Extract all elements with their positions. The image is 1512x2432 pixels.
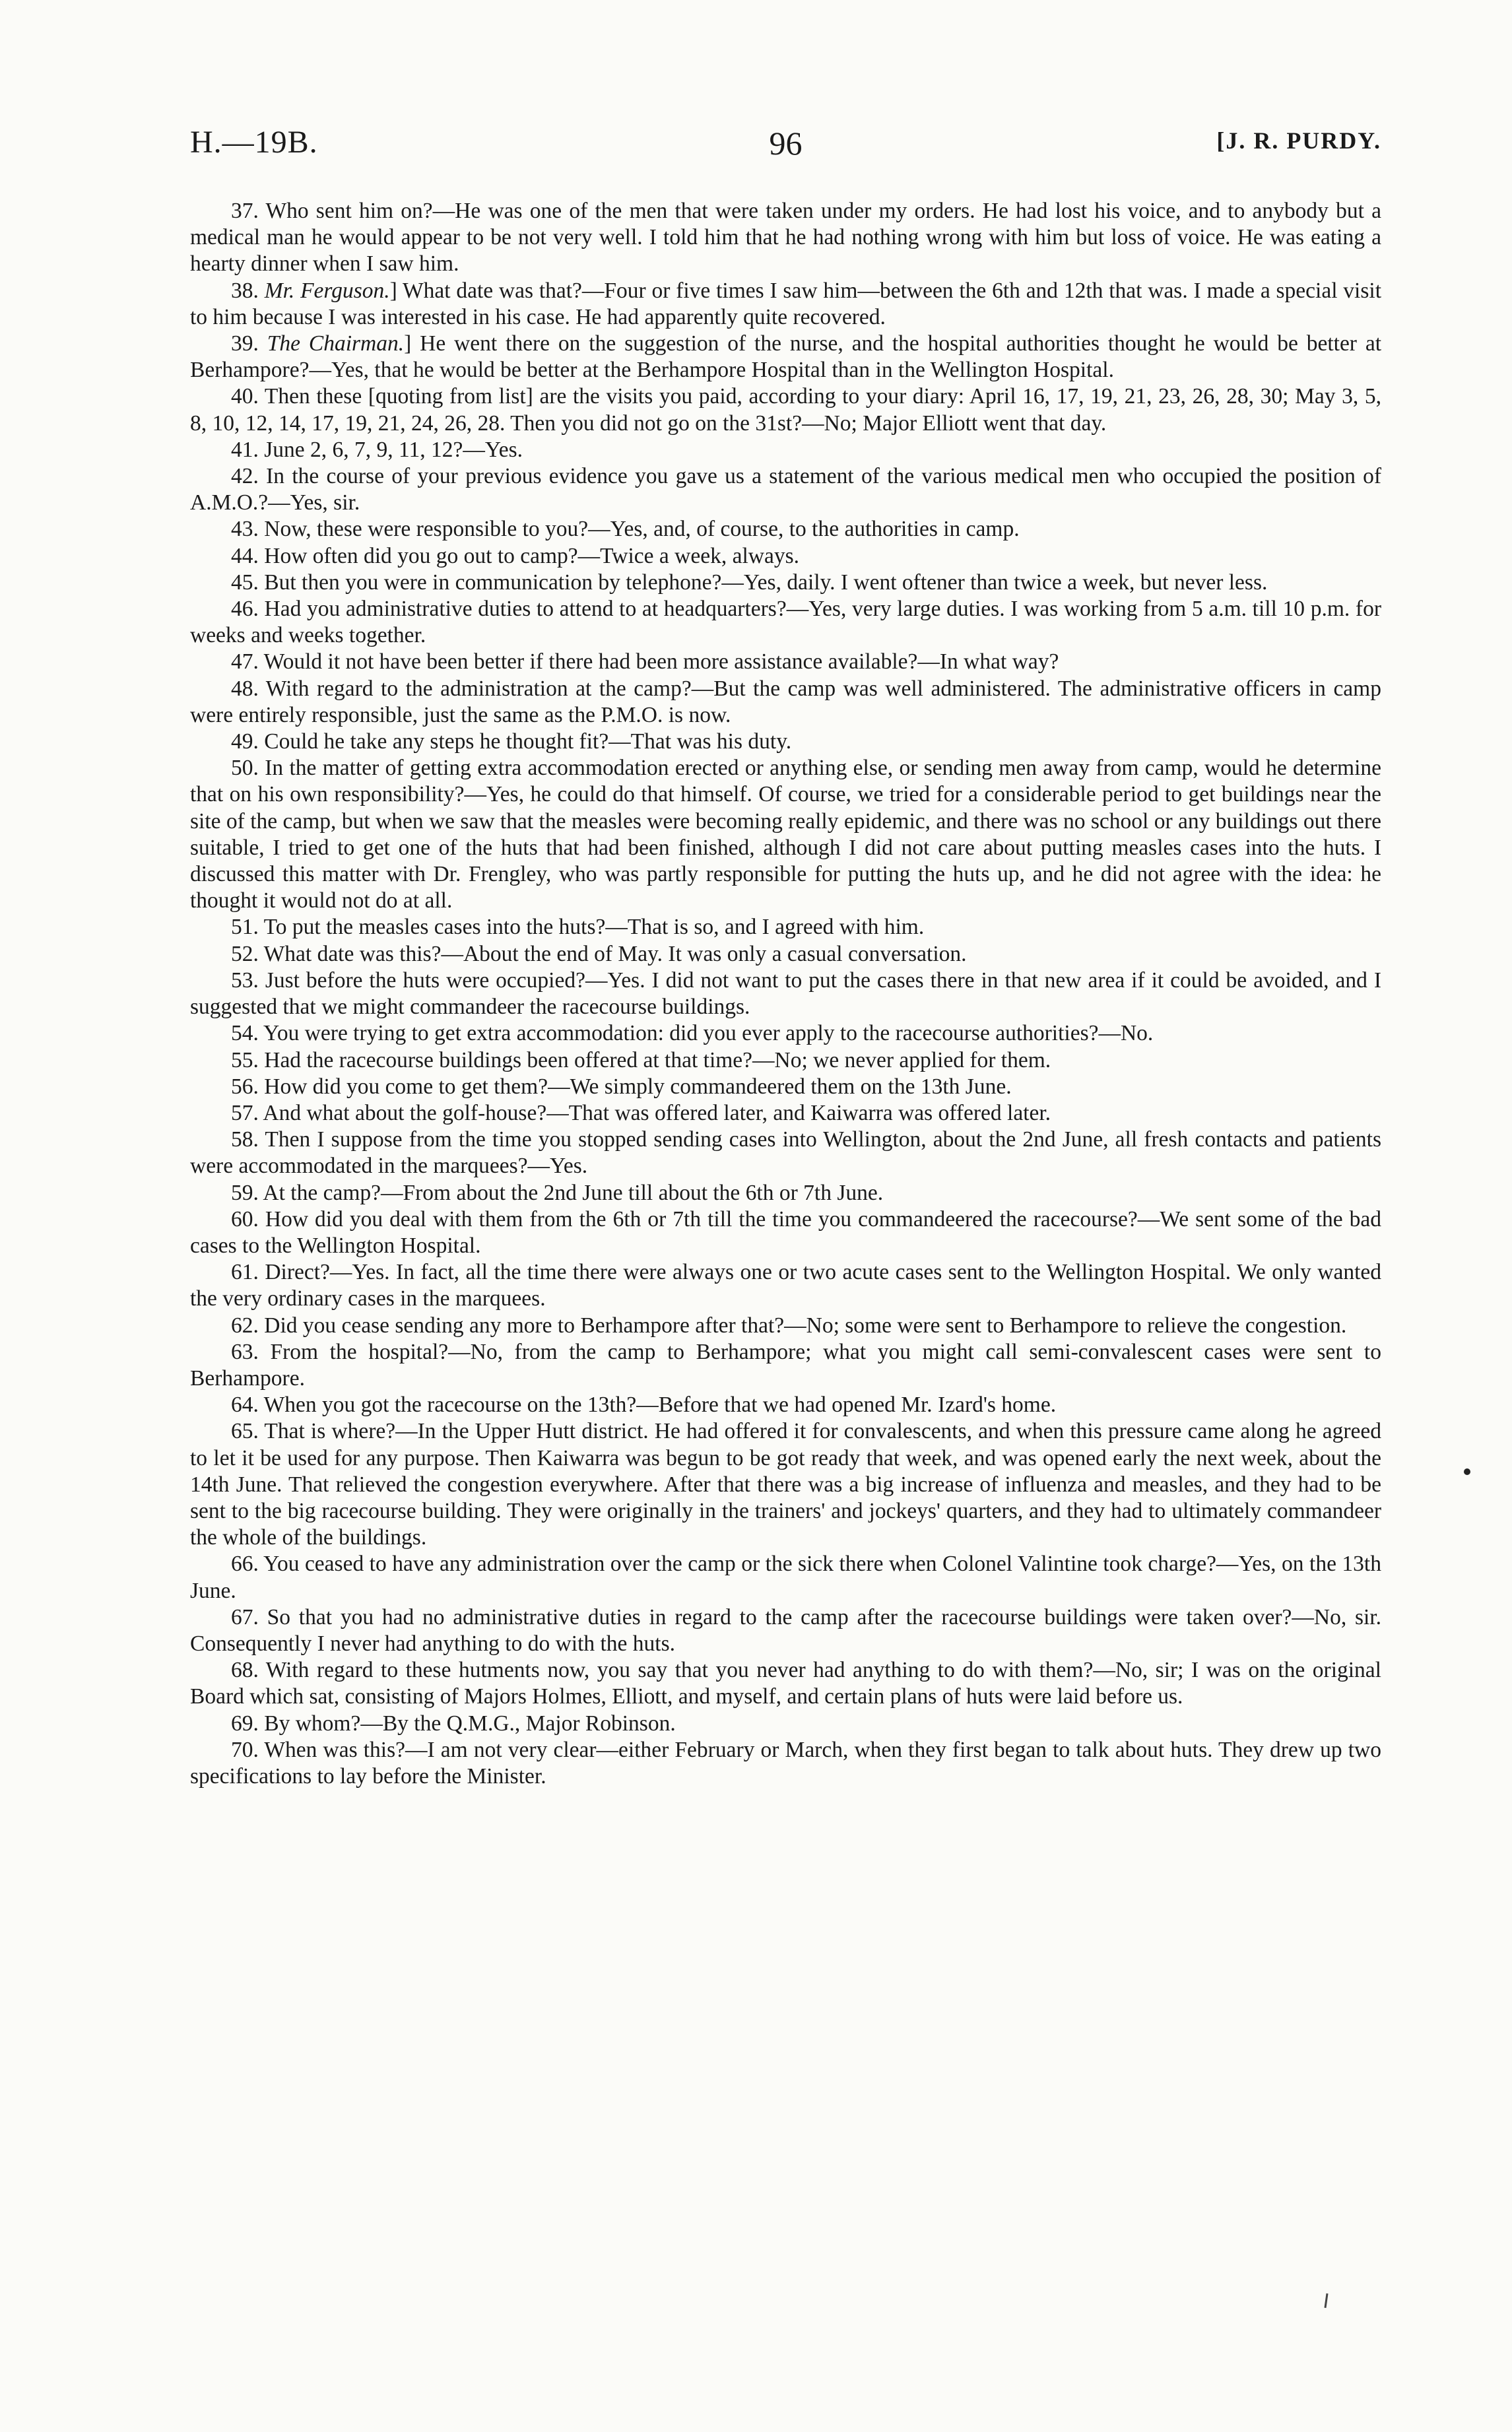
- speaker-name: The Chairman.: [267, 331, 405, 356]
- testimony-paragraph: [190, 331, 1381, 383]
- testimony-paragraph: 54. You were trying to get extra accommodation: did you ever apply to the racecourse authorities?—No.: [231, 1021, 1154, 1046]
- testimony-paragraph: 53. Just before the huts were occupied?—Yes. I did not want to put the cases there in that new area if it could be avoided, and I suggested that we might commandeer the racecourse buildings.: [190, 968, 1381, 1020]
- testimony-paragraph: 44. How often did you go out to camp?—Twice a week, always.: [231, 543, 799, 568]
- testimony-paragraph: 47. Would it not have been better if there had been more assistance available?—In what way?: [231, 649, 1059, 674]
- testimony-paragraph: 68. With regard to these hutments now, you say that you never had anything to do with them?—No, sir; I was on the original Board which sat, consisting of Majors Holmes, Elliott, and myself, and certain plans of huts were laid before us.: [190, 1658, 1381, 1709]
- margin-dot: [1464, 1468, 1470, 1475]
- testimony-paragraph: 58. Then I suppose from the time you stopped sending cases into Wellington, about the 2nd June, all fresh contacts and patients were accommodated in the marquees?—Yes.: [190, 1127, 1381, 1179]
- testimony-paragraph: 59. At the camp?—From about the 2nd June till about the 6th or 7th June.: [231, 1180, 884, 1205]
- testimony-paragraph: 70. When was this?—I am not very clear—either February or March, when they first began to talk about huts. They drew up two specifications to lay before the Minister.: [190, 1737, 1381, 1789]
- page-number: 96: [769, 125, 803, 162]
- testimony-paragraph: 43. Now, these were responsible to you?—Yes, and, of course, to the authorities in camp.: [231, 517, 1020, 542]
- testimony-paragraph: 63. From the hospital?—No, from the camp to Berhampore; what you might call semi-convalescent cases were sent to Berhampore.: [190, 1339, 1381, 1391]
- testimony-body: [190, 198, 1381, 1790]
- testimony-paragraph: 66. You ceased to have any administration over the camp or the sick there when Colonel Valintine took charge?—Yes, on the 13th June.: [190, 1552, 1381, 1603]
- page-header: [190, 124, 1381, 177]
- testimony-paragraph: 40. Then these [quoting from list] are the visits you paid, according to your diary: April 16, 17, 19, 21, 23, 26, 28, 30; May 3, 5, 8, 10, 12, 14, 17, 19, 21, 24, 26, 28. Then you did not go on the 31st?—No; Major Elliott went that day.: [190, 384, 1381, 436]
- stray-pen-mark: [1324, 2293, 1328, 2308]
- testimony-paragraph: 42. In the course of your previous evidence you gave us a statement of the various medical men who occupied the position of A.M.O.?—Yes, sir.: [190, 464, 1381, 515]
- testimony-paragraph: 46. Had you administrative duties to attend to at headquarters?—Yes, very large duties. I was working from 5 a.m. till 10 p.m. for weeks and weeks together.: [190, 597, 1381, 648]
- testimony-paragraph: 55. Had the racecourse buildings been offered at that time?—No; we never applied for them.: [231, 1047, 1051, 1072]
- question-number: 39.: [231, 331, 267, 356]
- testimony-paragraph: 67. So that you had no administrative duties in regard to the camp after the racecourse buildings were taken over?—No, sir. Consequently I never had anything to do with the huts.: [190, 1604, 1381, 1656]
- testimony-paragraph: [190, 278, 1381, 331]
- testimony-paragraph: 56. How did you come to get them?—We simply commandeered them on the 13th June.: [231, 1074, 1012, 1099]
- testimony-paragraph: 62. Did you cease sending any more to Berhampore after that?—No; some were sent to Berhampore to relieve the congestion.: [231, 1313, 1347, 1338]
- document-reference: H.—19B.: [190, 125, 318, 160]
- testimony-paragraph: 41. June 2, 6, 7, 9, 11, 12?—Yes.: [231, 437, 523, 462]
- testimony-paragraph: 64. When you got the racecourse on the 13th?—Before that we had opened Mr. Izard's home.: [231, 1393, 1057, 1418]
- paragraph-text: ] What date was that?—Four or five times I saw him—between the 6th and 12th that was. I made a special visit to him because I was interested in his case. He had apparently quite recovered.: [190, 278, 1382, 329]
- testimony-paragraph: 61. Direct?—Yes. In fact, all the time there were always one or two acute cases sent to the Wellington Hospital. We only wanted the very ordinary cases in the marquees.: [190, 1260, 1381, 1311]
- testimony-paragraph: 48. With regard to the administration at the camp?—But the camp was well administered. The administrative officers in camp were entirely responsible, just the same as the P.M.O. is now.: [190, 676, 1381, 727]
- testimony-paragraph: 65. That is where?—In the Upper Hutt district. He had offered it for convalescents, and when this pressure came along he agreed to let it be used for any purpose. Then Kaiwarra was begun to be got ready that week, and was opened early the next week, about the 14th June. That relieved the congestion everywhere. After that there was a big increase of influenza and measles, and they had to be sent to the big racecourse building. They were originally in the trainers' and jockeys' quarters, and they had to ultimately commandeer the whole of the buildings.: [190, 1419, 1381, 1550]
- testimony-paragraph: 57. And what about the golf-house?—That was offered later, and Kaiwarra was offered later.: [231, 1100, 1051, 1125]
- testimony-paragraph: 49. Could he take any steps he thought fit?—That was his duty.: [231, 729, 792, 754]
- paragraph-text: ] He went there on the suggestion of the nurse, and the hospital authorities thought he would be better at Berhampore?—Yes, that he would be better at the Berhampore Hospital than in the Wellington Hospital.: [190, 331, 1382, 383]
- testimony-paragraph: 45. But then you were in communication by telephone?—Yes, daily. I went oftener than twice a week, but never less.: [231, 570, 1268, 595]
- testimony-paragraph: 69. By whom?—By the Q.M.G., Major Robinson.: [231, 1711, 676, 1736]
- testimony-paragraph: 50. In the matter of getting extra accommodation erected or anything else, or sending men away from camp, would he determine that on his own responsibility?—Yes, he could do that himself. Of course, we tried for a considerable period to get buildings near the site of the camp, but when we saw that the measles were becoming really epidemic, and there was no school or any buildings out there suitable, I tried to get one of the huts that had been finished, although I did not care about putting measles cases into the huts. I discussed this matter with Dr. Frengley, who was partly responsible for putting the huts up, and he did not agree with the idea: he thought it would not do at all.: [190, 756, 1381, 913]
- testimony-paragraph: 37. Who sent him on?—He was one of the men that were taken under my orders. He had lost his voice, and to anybody but a medical man he would appear to be not very well. I told him that he had nothing wrong with him but loss of voice. He was eating a hearty dinner when I saw him.: [190, 199, 1381, 277]
- witness-name: [J. R. PURDY.: [1216, 127, 1381, 154]
- question-number: 38.: [231, 278, 265, 303]
- speaker-name: Mr. Ferguson.: [264, 278, 390, 303]
- testimony-paragraph: 51. To put the measles cases into the huts?—That is so, and I agreed with him.: [231, 915, 925, 940]
- testimony-paragraph: 52. What date was this?—About the end of May. It was only a casual conversation.: [231, 941, 967, 966]
- testimony-paragraph: 60. How did you deal with them from the 6th or 7th till the time you commandeered the racecourse?—We sent some of the bad cases to the Wellington Hospital.: [190, 1206, 1381, 1258]
